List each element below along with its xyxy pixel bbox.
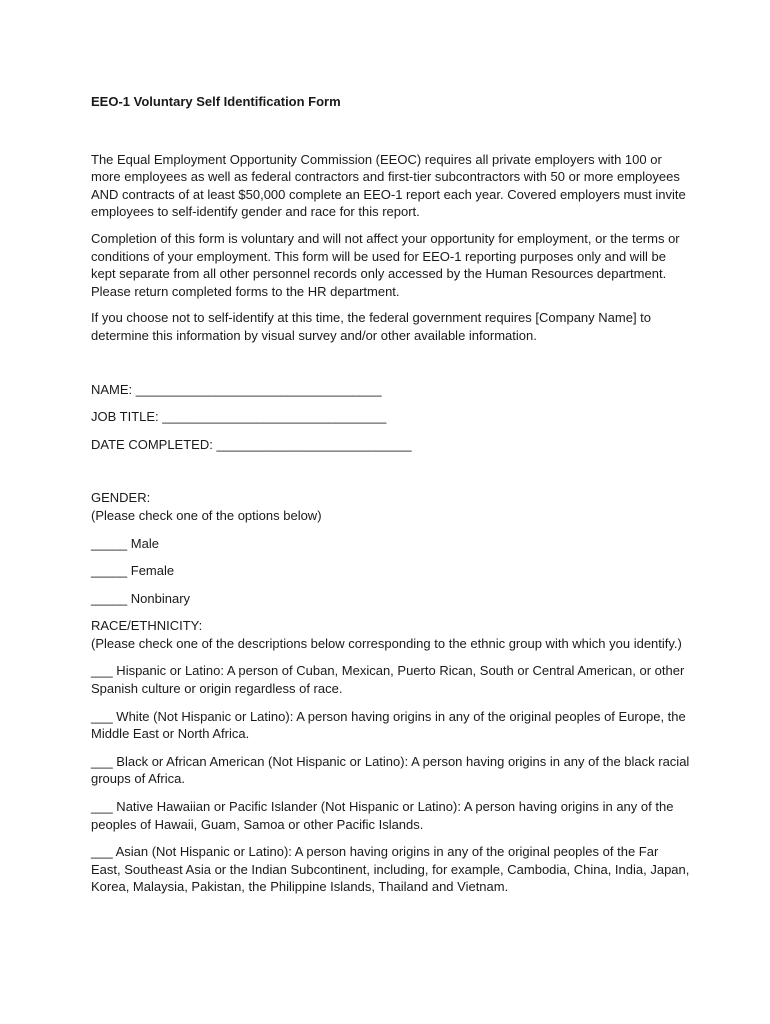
race-option-asian: ___ Asian (Not Hispanic or Latino): A person having origins in any of the original peoples of the Far East, Southeast Asia or the Indian Subcontinent, including, for example, Cambodia, China, India, Japan, Korea, Malaysia, Pakistan, the Philippine Islands, Thailand and Vietnam.: [91, 844, 690, 895]
gender-option-female: _____ Female: [91, 563, 175, 579]
name-field: NAME: __________________________________: [91, 381, 382, 397]
intro-paragraph-visual-survey: If you choose not to self-identify at this time, the federal government requires [Company Name] to determine this information by visual survey and/or other available information.: [91, 310, 652, 343]
date-completed-field: DATE COMPLETED: ___________________________: [91, 436, 412, 452]
race-option-hispanic: ___ Hispanic or Latino: A person of Cuban, Mexican, Puerto Rican, South or Central American, or other Spanish culture or origin regardless of race.: [91, 663, 685, 697]
gender-option-male: _____ Male: [91, 535, 159, 551]
gender-instruction: (Please check one of the options below): [91, 507, 322, 523]
race-option-white: ___ White (Not Hispanic or Latino): A person having origins in any of the original peoples of Europe, the Middle East or North Africa.: [91, 708, 686, 742]
race-option-pacific-islander: ___ Native Hawaiian or Pacific Islander (Not Hispanic or Latino): A person having origins in any of the peoples of Hawaii, Guam, Samoa or other Pacific Islands.: [91, 799, 674, 832]
race-option-black: ___ Black or African American (Not Hispanic or Latino): A person having origins in any of the black racial groups of Africa.: [91, 753, 690, 787]
gender-option-nonbinary: _____ Nonbinary: [91, 590, 191, 606]
race-heading: RACE/ETHNICITY:: [91, 618, 203, 634]
gender-heading: GENDER:: [91, 490, 151, 506]
document-page: [91, 93, 691, 906]
intro-paragraph-voluntary: Completion of this form is voluntary and will not affect your opportunity for employment, or the terms or conditions of your employment. This form will be used for EEO-1 reporting purposes only and will be kept separate from all other personnel records only accessed by the Human Resources department. Please return completed forms to the HR department.: [91, 230, 680, 299]
intro-paragraph-eeoc: The Equal Employment Opportunity Commission (EEOC) requires all private employers with 100 or more employees as well as federal contractors and first-tier subcontractors with 50 or more employees AND contracts of at least $50,000 complete an EEO-1 report each year. Covered employers must invite employees to self-identify gender and race for this report.: [91, 151, 686, 220]
form-title: EEO-1 Voluntary Self Identification Form: [91, 94, 341, 109]
race-instruction: (Please check one of the descriptions below corresponding to the ethnic group with which you identify.): [91, 635, 682, 651]
job-title-field: JOB TITLE: _______________________________: [91, 409, 387, 425]
